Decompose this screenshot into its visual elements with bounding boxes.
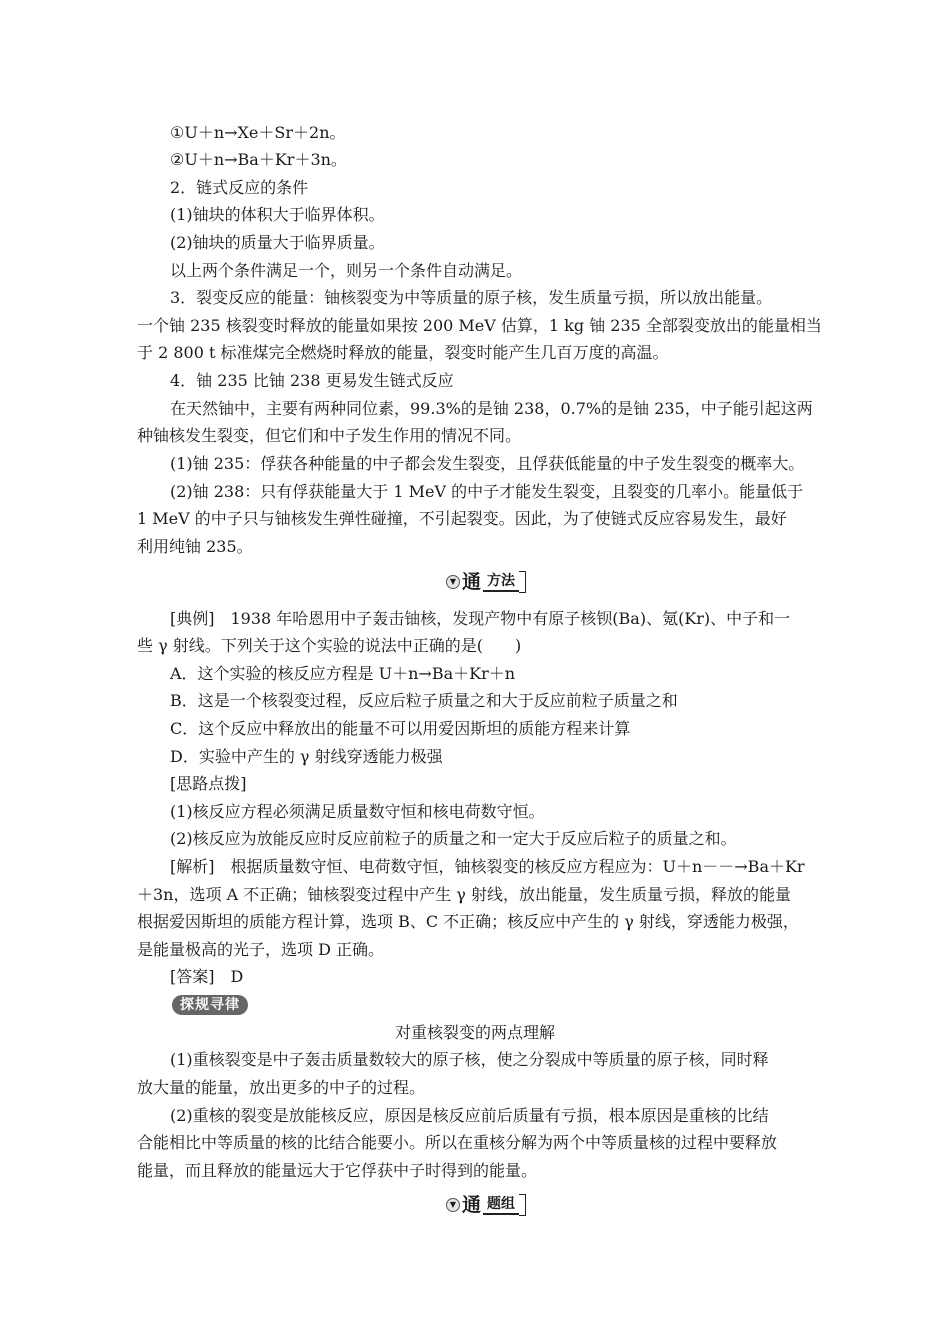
u238-point-1: (2)铀 238：只有俘获能量大于 1 MeV 的中子才能发生裂变，且裂变的几率小。能量低于 (170, 482, 804, 501)
method-badge (446, 571, 526, 593)
condition-1: (1)铀块的体积大于临界体积。 (170, 205, 385, 224)
summary-1a: (1)重核裂变是中子轰击质量数较大的原子核，使之分裂成中等质量的原子核，同时释 (170, 1050, 769, 1069)
energy-heading: 3．裂变反应的能量：铀核裂变为中等质量的原子核，发生质量亏损，所以放出能量。 (170, 288, 773, 307)
summary-2b: 合能相比中等质量的核的比结合能要小。所以在重核分解为两个中等质量核的过程中要释放 (137, 1133, 778, 1152)
hint-1: (1)核反应方程必须满足质量数守恒和核电荷数守恒。 (170, 802, 545, 821)
option-a: A．这个实验的核反应方程是 U＋n→Ba＋Kr＋n (170, 664, 516, 683)
answer: [答案] D (170, 967, 244, 986)
analysis-2: ＋3n，选项 A 不正确；铀核裂变过程中产生 γ 射线，放出能量，发生质量亏损，释放的能量 (137, 885, 791, 904)
analysis-1: [解析] 根据质量数守恒、电荷数守恒，铀核裂变的核反应方程应为：U＋n－－→Ba＋Kr (170, 857, 805, 876)
chevron-down-icon: ▼ (446, 1198, 460, 1212)
chevron-down-icon: ▼ (446, 575, 460, 589)
option-c: C．这个反应中释放出的能量不可以用爱因斯坦的质能方程来计算 (170, 719, 631, 738)
rule-badge: 探规寻律 (172, 995, 248, 1015)
hint-2: (2)核反应为放能反应时反应前粒子的质量之和一定大于反应后粒子的质量之和。 (170, 829, 737, 848)
group-badge-label: 题组 (483, 1195, 519, 1215)
option-b: B．这是一个核裂变过程，反应后粒子质量之和大于反应前粒子质量之和 (170, 691, 678, 710)
heading-chain-condition: 2．链式反应的条件 (170, 178, 309, 197)
equation-2: ②U＋n→Ba＋Kr＋3n。 (170, 150, 347, 169)
u235-point: (1)铀 235：俘获各种能量的中子都会发生裂变，且俘获低能量的中子发生裂变的概率大。 (170, 454, 805, 473)
example-stem-1: [典例] 1938 年哈恩用中子轰击铀核，发现产物中有原子核钡(Ba)、氪(Kr)、中子和一 (170, 609, 791, 628)
u238-point-3: 利用纯铀 235。 (137, 537, 253, 556)
energy-text-1: 一个铀 235 核裂变时释放的能量如果按 200 MeV 估算，1 kg 铀 235 全部裂变放出的能量相当 (137, 316, 822, 335)
group-badge-main: 通 (462, 1194, 482, 1216)
equation-1: ①U＋n→Xe＋Sr＋2n。 (170, 123, 346, 142)
summary-title: 对重核裂变的两点理解 (394, 1023, 555, 1042)
group-badge (446, 1194, 526, 1216)
example-stem-2: 些 γ 射线。下列关于这个实验的说法中正确的是( ) (137, 636, 522, 655)
analysis-4: 是能量极高的光子，选项 D 正确。 (137, 940, 385, 959)
isotope-text-1: 在天然铀中，主要有两种同位素，99.3%的是铀 238，0.7%的是铀 235，中子能引起这两 (170, 399, 813, 418)
method-badge-label: 方法 (483, 572, 519, 592)
summary-1b: 放大量的能量，放出更多的中子的过程。 (137, 1078, 426, 1097)
energy-text-2: 于 2 800 t 标准煤完全燃烧时释放的能量，裂变时能产生几百万度的高温。 (137, 343, 669, 362)
condition-2: (2)铀块的质量大于临界质量。 (170, 233, 385, 252)
analysis-3: 根据爱因斯坦的质能方程计算，选项 B、C 不正确；核反应中产生的 γ 射线，穿透能力极强， (137, 912, 799, 931)
hint-heading: [思路点拨] (170, 774, 247, 793)
option-d: D．实验中产生的 γ 射线穿透能力极强 (170, 747, 443, 766)
condition-note: 以上两个条件满足一个，则另一个条件自动满足。 (170, 261, 523, 280)
summary-2c: 能量，而且释放的能量远大于它俘获中子时得到的能量。 (137, 1161, 538, 1180)
u238-point-2: 1 MeV 的中子只与铀核发生弹性碰撞，不引起裂变。因此，为了使链式反应容易发生，最好 (137, 509, 787, 528)
u235-heading: 4．铀 235 比铀 238 更易发生链式反应 (170, 371, 454, 390)
method-badge-main: 通 (462, 571, 482, 593)
summary-2a: (2)重核的裂变是放能核反应，原因是核反应前后质量有亏损，根本原因是重核的比结 (170, 1106, 769, 1125)
isotope-text-2: 种铀核发生裂变，但它们和中子发生作用的情况不同。 (137, 426, 522, 445)
